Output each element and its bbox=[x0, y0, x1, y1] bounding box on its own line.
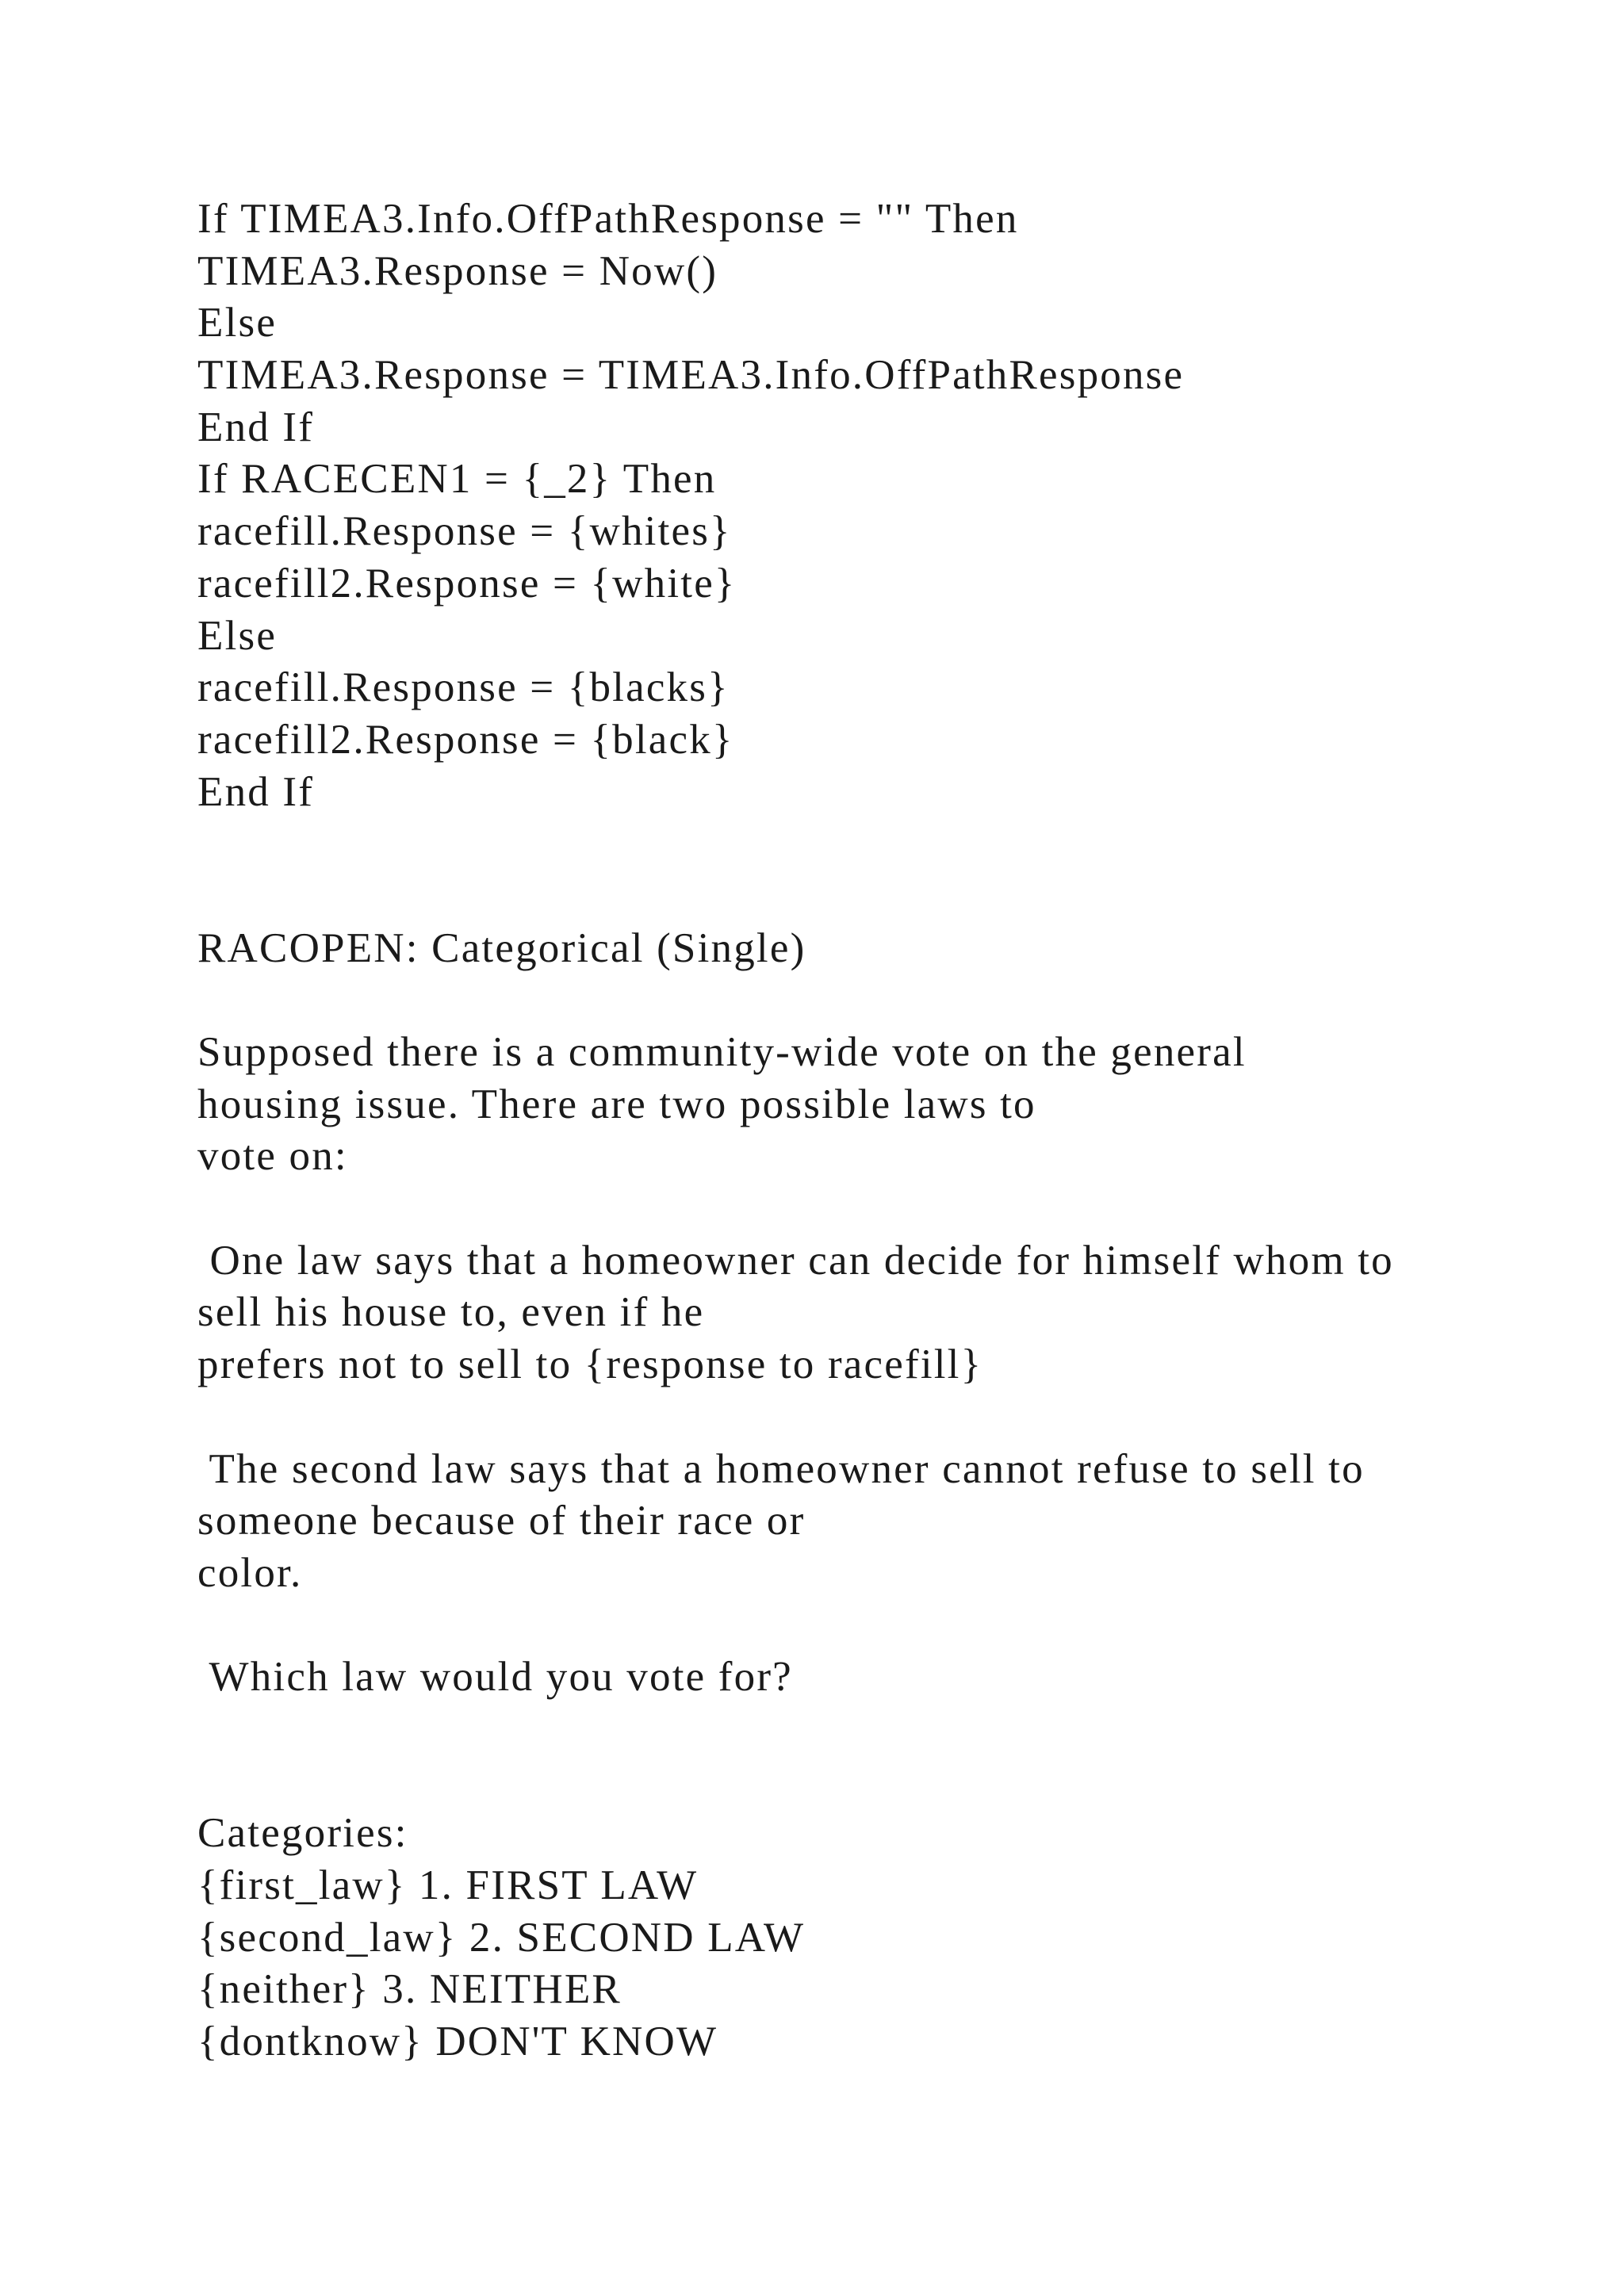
code-line: Else bbox=[197, 300, 278, 346]
code-block bbox=[197, 193, 1545, 818]
spacer bbox=[197, 1756, 1545, 1808]
code-line: If RACECEN1 = {_2} Then bbox=[197, 456, 717, 503]
question-text-line: housing issue. There are two possible laws to bbox=[197, 1081, 1036, 1127]
category-option: {neither} 3. NEITHER bbox=[197, 1966, 622, 2013]
code-line: End If bbox=[197, 404, 315, 450]
code-line: TIMEA3.Response = Now() bbox=[197, 247, 718, 294]
code-line: Else bbox=[197, 612, 278, 659]
question-intro bbox=[197, 1027, 1545, 1183]
spacer bbox=[197, 1600, 1545, 1652]
question-text-line: One law says that a homeowner can decide for himself whom to bbox=[197, 1237, 1394, 1284]
question-text-line: vote on: bbox=[197, 1133, 348, 1180]
code-line: racefill2.Response = {white} bbox=[197, 560, 737, 607]
first-law-description bbox=[197, 1235, 1545, 1391]
code-line: racefill.Response = {whites} bbox=[197, 508, 732, 555]
question-text-line: prefers not to sell to {response to racefill} bbox=[197, 1341, 983, 1388]
code-line: TIMEA3.Response = TIMEA3.Info.OffPathResponse bbox=[197, 352, 1185, 399]
spacer bbox=[197, 818, 1545, 871]
categories-list bbox=[197, 1860, 1545, 2068]
document-body bbox=[197, 193, 1545, 2068]
category-option: {second_law} 2. SECOND LAW bbox=[197, 1914, 806, 1961]
category-option: {dontknow} DON'T KNOW bbox=[197, 2019, 718, 2065]
question-prompt: Which law would you vote for? bbox=[197, 1654, 793, 1701]
question-text-line: The second law says that a homeowner cannot refuse to sell to bbox=[197, 1445, 1365, 1492]
question-text-line: someone because of their race or bbox=[197, 1498, 806, 1544]
code-line: If TIMEA3.Info.OffPathResponse = "" Then bbox=[197, 196, 1019, 242]
question-text-line: color. bbox=[197, 1549, 303, 1596]
spacer bbox=[197, 974, 1545, 1027]
second-law-description bbox=[197, 1444, 1545, 1600]
categories-label: Categories: bbox=[197, 1810, 408, 1857]
category-option: {first_law} 1. FIRST LAW bbox=[197, 1862, 699, 1908]
code-line: racefill.Response = {blacks} bbox=[197, 664, 730, 711]
spacer bbox=[197, 1183, 1545, 1235]
spacer bbox=[197, 871, 1545, 923]
question-text-line: sell his house to, even if he bbox=[197, 1289, 705, 1336]
spacer bbox=[197, 1704, 1545, 1756]
question-text-line: Supposed there is a community-wide vote on the general bbox=[197, 1029, 1247, 1075]
code-line: End If bbox=[197, 768, 315, 815]
spacer bbox=[197, 1391, 1545, 1444]
code-line: racefill2.Response = {black} bbox=[197, 716, 734, 763]
question-header: RACOPEN: Categorical (Single) bbox=[197, 924, 806, 971]
